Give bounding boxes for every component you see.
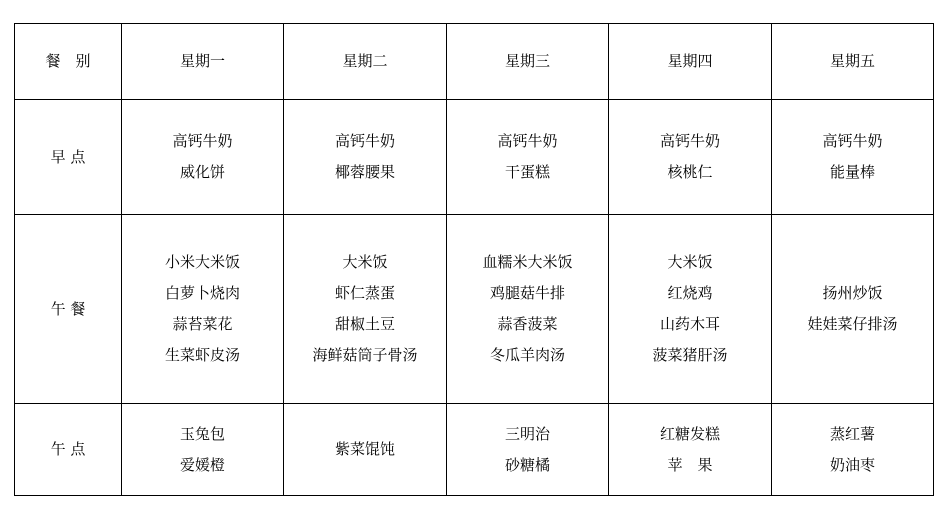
menu-item: 爱媛橙 [179, 455, 225, 474]
menu-item: 高钙牛奶 [334, 132, 395, 150]
menu-item: 血糯米大米饭 [482, 253, 573, 271]
lunch-row [15, 215, 934, 404]
menu-item: 冬瓜羊肉汤 [489, 346, 565, 364]
meal-label-cell [15, 215, 122, 404]
day-header-thursday: 星期四 [667, 52, 713, 70]
day-header-cell [122, 24, 284, 100]
meal-column-label: 餐 别 [45, 52, 91, 70]
meal-label-breakfast: 早 点 [50, 147, 86, 166]
day-header-tuesday: 星期二 [342, 52, 388, 70]
menu-item: 能量棒 [829, 163, 875, 181]
menu-item: 椰蓉腰果 [334, 163, 395, 181]
menu-item: 高钙牛奶 [497, 132, 558, 150]
menu-item: 高钙牛奶 [659, 132, 720, 150]
menu-item: 威化饼 [179, 163, 225, 181]
menu-item: 蒸红薯 [829, 424, 875, 443]
menu-cell [447, 215, 609, 404]
menu-item: 高钙牛奶 [172, 132, 233, 150]
menu-item: 鸡腿菇牛排 [489, 284, 565, 302]
menu-item: 海鲜菇筒子骨汤 [312, 346, 418, 364]
menu-cell [447, 100, 609, 215]
menu-cell [284, 215, 447, 404]
day-header-monday: 星期一 [179, 52, 225, 70]
menu-cell [122, 100, 284, 215]
menu-item: 白萝卜烧肉 [164, 284, 240, 302]
menu-item: 红糖发糕 [659, 424, 720, 443]
day-header-cell [609, 24, 772, 100]
menu-item: 菠菜猪肝汤 [652, 346, 728, 364]
menu-cell [609, 215, 772, 404]
menu-cell [772, 100, 934, 215]
menu-cell [772, 404, 934, 496]
menu-item: 干蛋糕 [504, 163, 550, 181]
menu-cell [122, 404, 284, 496]
menu-cell [284, 404, 447, 496]
menu-item: 砂糖橘 [504, 455, 550, 474]
header-row [15, 24, 934, 100]
menu-item: 三明治 [504, 424, 550, 443]
menu-item: 核桃仁 [667, 163, 713, 181]
menu-item: 甜椒土豆 [334, 315, 395, 333]
meal-label-cell [15, 100, 122, 215]
day-header-friday: 星期五 [829, 52, 875, 70]
meal-label-cell [15, 404, 122, 496]
menu-cell [609, 100, 772, 215]
menu-item: 红烧鸡 [667, 284, 713, 302]
menu-item: 扬州炒饭 [822, 284, 883, 302]
weekly-menu-table [14, 23, 934, 496]
menu-cell [284, 100, 447, 215]
menu-cell [772, 215, 934, 404]
menu-item: 高钙牛奶 [822, 132, 883, 150]
day-header-wednesday: 星期三 [504, 52, 550, 70]
breakfast-row [15, 100, 934, 215]
meal-label-lunch: 午 餐 [50, 299, 86, 318]
menu-item: 小米大米饭 [164, 253, 240, 271]
corner-label-cell [15, 24, 122, 100]
menu-item: 蒜苔菜花 [172, 315, 233, 333]
afternoon-snack-row [15, 404, 934, 496]
menu-item: 蒜香菠菜 [497, 315, 558, 333]
day-header-cell [772, 24, 934, 100]
menu-item: 大米饭 [342, 253, 388, 271]
menu-item: 娃娃菜仔排汤 [807, 315, 898, 333]
menu-item: 大米饭 [667, 253, 713, 271]
menu-item: 虾仁蒸蛋 [334, 284, 395, 302]
menu-item: 生菜虾皮汤 [164, 346, 240, 364]
menu-cell [447, 404, 609, 496]
menu-cell [122, 215, 284, 404]
menu-item: 山药木耳 [659, 315, 720, 333]
menu-item: 玉兔包 [179, 424, 225, 443]
menu-item: 紫菜馄饨 [334, 440, 395, 458]
menu-cell [609, 404, 772, 496]
menu-item: 奶油枣 [829, 455, 875, 474]
meal-label-afternoon-snack: 午 点 [50, 440, 86, 458]
day-header-cell [284, 24, 447, 100]
menu-item: 苹 果 [667, 455, 713, 474]
day-header-cell [447, 24, 609, 100]
